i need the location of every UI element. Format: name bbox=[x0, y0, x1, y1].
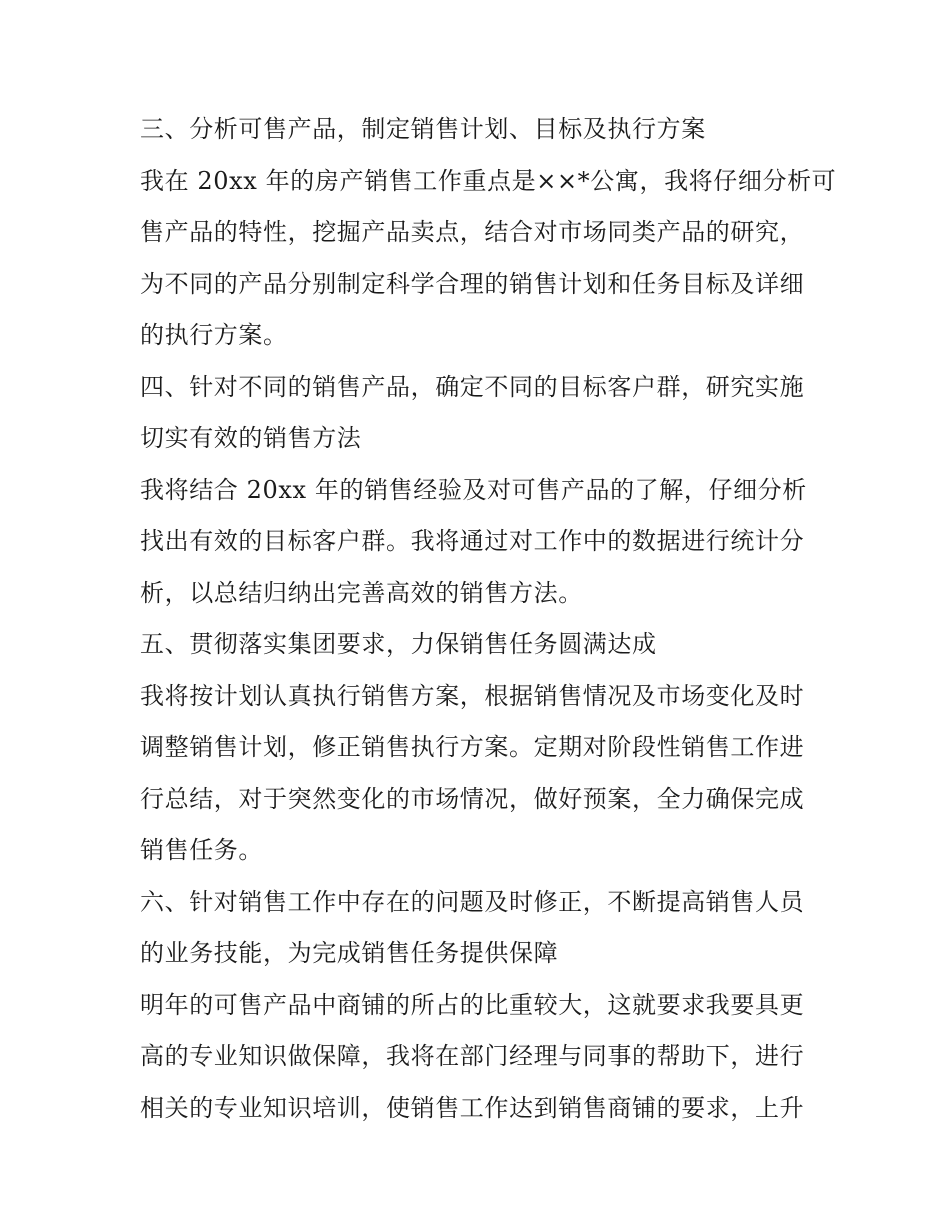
paragraph-line: 行总结，对于突然变化的市场情况，做好预案，全力确保完成 bbox=[140, 784, 805, 813]
paragraph-line: 为不同的产品分别制定科学合理的销售计划和任务目标及详细 bbox=[140, 269, 805, 298]
paragraph-line: 明年的可售产品中商铺的所占的比重较大，这就要求我要具更 bbox=[140, 990, 805, 1019]
paragraph-line: 我将按计划认真执行销售方案，根据销售情况及市场变化及时 bbox=[140, 681, 805, 710]
paragraph-line: 我在 20xx 年的房产销售工作重点是××*公寓，我将仔细分析可 bbox=[140, 166, 837, 195]
paragraph-line: 析，以总结归纳出完善高效的销售方法。 bbox=[140, 578, 583, 607]
paragraph-line: 售产品的特性，挖掘产品卖点，结合对市场同类产品的研究， bbox=[140, 218, 805, 246]
paragraph-line: 销售任务。 bbox=[140, 836, 263, 864]
document-body bbox=[140, 104, 837, 1134]
paragraph-line: 调整销售计划，修正销售执行方案。定期对阶段性销售工作进 bbox=[140, 733, 805, 761]
paragraph-line: 相关的专业知识培训，使销售工作达到销售商铺的要求，上升 bbox=[140, 1093, 805, 1122]
heading-section-5: 五、贯彻落实集团要求，力保销售任务圆满达成 bbox=[140, 630, 657, 658]
heading-section-3: 三、分析可售产品，制定销售计划、目标及执行方案 bbox=[140, 115, 706, 143]
paragraph-line: 高的专业知识做保障，我将在部门经理与同事的帮助下，进行 bbox=[140, 1042, 805, 1070]
heading-section-4-cont: 切实有效的销售方法 bbox=[140, 424, 362, 452]
paragraph-line: 我将结合 20xx 年的销售经验及对可售产品的了解，仔细分析 bbox=[140, 475, 807, 504]
paragraph-line: 找出有效的目标客户群。我将通过对工作中的数据进行统计分 bbox=[140, 527, 805, 555]
heading-section-6: 六、针对销售工作中存在的问题及时修正，不断提高销售人员 bbox=[140, 887, 805, 916]
heading-section-6-cont: 的业务技能，为完成销售任务提供保障 bbox=[140, 939, 559, 967]
heading-section-4: 四、针对不同的销售产品，确定不同的目标客户群，研究实施 bbox=[140, 372, 805, 401]
paragraph-line: 的执行方案。 bbox=[140, 321, 288, 349]
